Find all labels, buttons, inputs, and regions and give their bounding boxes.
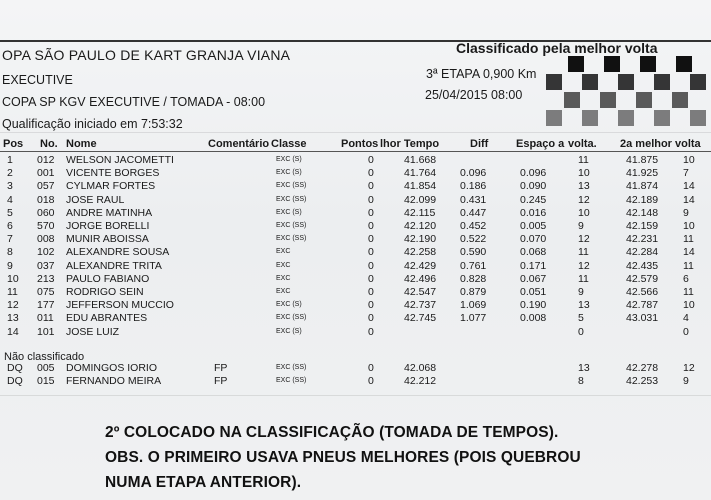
second-best-cell: 42.787 <box>626 299 659 312</box>
table-row <box>0 167 711 180</box>
category-label: EXECUTIVE <box>2 73 73 87</box>
driver-name: JOSE RAUL <box>66 193 125 206</box>
lap-cell: 12 <box>578 259 590 272</box>
pos-cell: 8 <box>7 246 13 259</box>
lap-cell: 8 <box>578 374 584 387</box>
gap-cell: 0.190 <box>520 299 547 312</box>
col-gap: Espaço a <box>516 138 565 150</box>
diff-cell: 0.761 <box>460 259 487 272</box>
driver-name: WELSON JACOMETTI <box>66 154 174 166</box>
lap-cell: 13 <box>578 180 590 193</box>
class-cell: EXC (S) <box>276 169 302 177</box>
table-row <box>0 273 711 286</box>
second-lap-cell: 14 <box>683 246 695 259</box>
table-row <box>0 246 711 259</box>
number-cell: 012 <box>37 154 55 166</box>
second-best-cell: 42.231 <box>626 233 659 246</box>
driver-name: JOSE LUIZ <box>66 325 120 338</box>
best-time-cell: 42.068 <box>404 362 437 374</box>
second-lap-cell: 14 <box>683 180 695 193</box>
col-pos: Pos <box>3 138 24 150</box>
paper-crease <box>0 395 711 396</box>
points-cell: 0 <box>368 193 374 206</box>
driver-name: ALEXANDRE SOUSA <box>66 246 170 259</box>
driver-name: CYLMAR FORTES <box>66 180 156 193</box>
class-cell: EXC (SS) <box>276 376 307 384</box>
comment-cell: FP <box>214 374 228 387</box>
pos-cell: 14 <box>7 325 19 338</box>
table-row <box>0 207 711 220</box>
number-cell: 075 <box>37 286 55 298</box>
diff-cell: 0.186 <box>460 180 487 193</box>
checkered-flag-icon <box>546 56 711 128</box>
class-cell: EXC (S) <box>276 208 302 216</box>
driver-name: DOMINGOS IORIO <box>66 362 158 374</box>
class-cell: EXC <box>276 248 291 256</box>
lap-cell: 0 <box>578 325 584 338</box>
pos-cell: DQ <box>7 374 23 387</box>
lap-cell: 11 <box>578 272 589 285</box>
lap-cell: 10 <box>578 206 590 219</box>
col-best-time: lhor Tempo <box>380 138 440 150</box>
table-row <box>0 312 711 325</box>
paper-crease <box>0 132 711 133</box>
comment-cell: FP <box>214 362 228 374</box>
diff-cell: 0.522 <box>460 233 487 246</box>
lap-cell: 9 <box>578 286 584 298</box>
diff-cell: 0.447 <box>460 206 487 219</box>
gap-cell: 0.068 <box>520 246 547 259</box>
col-points: Pontos <box>341 138 379 150</box>
number-cell: 102 <box>37 246 55 259</box>
points-cell: 0 <box>368 167 374 180</box>
report-title: Classificado pela melhor volta <box>456 40 658 56</box>
number-cell: 037 <box>37 259 55 272</box>
note-line-2: OBS. O PRIMEIRO USAVA PNEUS MELHORES (POIS QUEBROU <box>105 449 581 466</box>
pos-cell: 6 <box>7 220 13 232</box>
second-best-cell: 43.031 <box>626 312 659 325</box>
points-cell: 0 <box>368 272 374 285</box>
gap-cell: 0.051 <box>520 286 547 298</box>
col-lap: volta. <box>568 138 597 150</box>
points-cell: 0 <box>368 299 374 312</box>
second-lap-cell: 0 <box>683 325 689 338</box>
number-cell: 008 <box>37 233 55 246</box>
second-best-cell: 41.875 <box>626 154 659 166</box>
points-cell: 0 <box>368 259 374 272</box>
gap-cell: 0.171 <box>520 259 547 272</box>
table-row <box>0 362 711 375</box>
lap-cell: 10 <box>578 167 590 180</box>
pos-cell: DQ <box>7 362 23 374</box>
points-cell: 0 <box>368 312 374 325</box>
class-cell: EXC (S) <box>276 327 302 335</box>
best-time-cell: 41.854 <box>404 180 437 193</box>
class-cell: EXC <box>276 288 291 295</box>
col-second-lap: volta <box>675 138 701 150</box>
second-lap-cell: 9 <box>683 206 689 219</box>
lap-cell: 13 <box>578 299 590 312</box>
date-info: 25/04/2015 08:00 <box>425 88 523 102</box>
pos-cell: 12 <box>7 299 19 312</box>
second-best-cell: 42.435 <box>626 259 659 272</box>
pos-cell: 7 <box>7 233 13 246</box>
second-lap-cell: 7 <box>683 167 689 180</box>
number-cell: 015 <box>37 374 55 387</box>
second-lap-cell: 11 <box>683 259 694 272</box>
pos-cell: 10 <box>7 272 19 285</box>
table-row <box>0 286 711 299</box>
col-comment: Comentário <box>208 138 270 150</box>
class-cell: EXC (SS) <box>276 222 307 229</box>
number-cell: 060 <box>37 206 55 219</box>
driver-name: VICENTE BORGES <box>66 167 160 180</box>
best-time-cell: 42.745 <box>404 312 437 325</box>
second-best-cell: 42.284 <box>626 246 659 259</box>
gap-cell: 0.067 <box>520 272 547 285</box>
driver-name: MUNIR ABOISSA <box>66 233 149 246</box>
second-best-cell: 41.925 <box>626 167 659 180</box>
class-cell: EXC (SS) <box>276 182 307 190</box>
number-cell: 101 <box>37 325 55 338</box>
diff-cell: 0.590 <box>460 246 487 259</box>
table-row <box>0 154 711 167</box>
second-lap-cell: 12 <box>683 362 695 374</box>
second-best-cell: 42.159 <box>626 220 659 232</box>
points-cell: 0 <box>368 180 374 193</box>
col-class: Classe <box>271 138 307 150</box>
col-second-best: 2a melhor <box>620 138 672 150</box>
second-best-cell: 42.148 <box>626 206 659 219</box>
second-lap-cell: 10 <box>683 299 695 312</box>
number-cell: 011 <box>37 312 54 325</box>
col-no: No. <box>40 138 58 150</box>
table-row <box>0 260 711 273</box>
points-cell: 0 <box>368 286 374 298</box>
driver-name: JEFFERSON MUCCIO <box>66 299 174 312</box>
best-time-cell: 42.258 <box>404 246 437 259</box>
driver-name: JORGE BORELLI <box>66 220 150 232</box>
best-time-cell: 41.668 <box>404 154 437 166</box>
second-lap-cell: 4 <box>683 312 689 325</box>
diff-cell: 1.069 <box>460 299 487 312</box>
second-lap-cell: 6 <box>683 272 689 285</box>
points-cell: 0 <box>368 325 374 338</box>
points-cell: 0 <box>368 206 374 219</box>
points-cell: 0 <box>368 233 374 246</box>
number-cell: 213 <box>37 272 55 285</box>
diff-cell: 0.452 <box>460 220 487 232</box>
lap-cell: 12 <box>578 233 590 246</box>
gap-cell: 0.005 <box>520 220 547 232</box>
second-best-cell: 42.278 <box>626 362 659 374</box>
second-lap-cell: 11 <box>683 233 694 246</box>
diff-cell: 0.879 <box>460 286 487 298</box>
points-cell: 0 <box>368 362 374 374</box>
second-best-cell: 42.579 <box>626 272 659 285</box>
note-line-3: NUMA ETAPA ANTERIOR). <box>105 474 302 491</box>
pos-cell: 2 <box>7 167 13 180</box>
gap-cell: 0.008 <box>520 312 547 325</box>
driver-name: PAULO FABIANO <box>66 272 150 285</box>
second-lap-cell: 10 <box>683 154 695 166</box>
diff-cell: 0.431 <box>460 193 487 206</box>
number-cell: 001 <box>37 167 55 180</box>
points-cell: 0 <box>368 246 374 259</box>
points-cell: 0 <box>368 374 374 387</box>
col-diff: Diff <box>470 138 489 150</box>
number-cell: 177 <box>37 299 55 312</box>
gap-cell: 0.245 <box>520 193 547 206</box>
gap-cell: 0.016 <box>520 206 547 219</box>
best-time-cell: 42.120 <box>404 220 437 232</box>
best-time-cell: 42.099 <box>404 193 437 206</box>
class-cell: EXC <box>276 261 291 269</box>
second-lap-cell: 14 <box>683 193 695 206</box>
table-row <box>0 233 711 246</box>
best-time-cell: 42.429 <box>404 259 437 272</box>
qualifying-start: Qualificação iniciado em 7:53:32 <box>2 117 183 131</box>
number-cell: 570 <box>37 220 55 232</box>
table-row <box>0 326 711 339</box>
class-cell: EXC <box>276 274 291 282</box>
class-cell: EXC (SS) <box>276 235 307 243</box>
second-best-cell: 41.874 <box>626 180 659 193</box>
number-cell: 018 <box>37 193 55 206</box>
lap-cell: 9 <box>578 220 584 232</box>
points-cell: 0 <box>368 220 374 232</box>
pos-cell: 11 <box>7 286 18 298</box>
lap-cell: 12 <box>578 193 590 206</box>
lap-cell: 13 <box>578 362 590 374</box>
second-best-cell: 42.189 <box>626 193 659 206</box>
diff-cell: 0.096 <box>460 167 487 180</box>
pos-cell: 4 <box>7 193 13 206</box>
second-best-cell: 42.253 <box>626 374 659 387</box>
driver-name: RODRIGO SEIN <box>66 286 144 298</box>
table-row <box>0 375 711 388</box>
second-lap-cell: 9 <box>683 374 689 387</box>
event-label: COPA SP KGV EXECUTIVE / TOMADA - 08:00 <box>2 95 266 109</box>
best-time-cell: 41.764 <box>404 167 437 180</box>
diff-cell: 0.828 <box>460 272 487 285</box>
driver-name: FERNANDO MEIRA <box>66 374 162 387</box>
second-lap-cell: 10 <box>683 220 695 232</box>
second-lap-cell: 11 <box>683 286 694 298</box>
stage-info: 3ª ETAPA 0,900 Km <box>426 67 537 81</box>
best-time-cell: 42.496 <box>404 272 437 285</box>
driver-name: ALEXANDRE TRITA <box>66 259 162 272</box>
best-time-cell: 42.115 <box>404 206 436 219</box>
note-line-1: 2º COLOCADO NA CLASSIFICAÇÃO (TOMADA DE TEMPOS). <box>105 424 559 441</box>
gap-cell: 0.096 <box>520 167 547 180</box>
class-cell: EXC (S) <box>276 156 302 163</box>
best-time-cell: 42.737 <box>404 299 437 312</box>
class-cell: EXC (SS) <box>276 364 307 371</box>
number-cell: 057 <box>37 180 55 193</box>
pos-cell: 1 <box>7 154 13 166</box>
lap-cell: 11 <box>578 246 589 259</box>
driver-name: ANDRE MATINHA <box>66 206 153 219</box>
best-time-cell: 42.190 <box>404 233 437 246</box>
second-best-cell: 42.566 <box>626 286 659 298</box>
lap-cell: 5 <box>578 312 584 325</box>
pos-cell: 5 <box>7 206 13 219</box>
diff-cell: 1.077 <box>460 312 487 325</box>
points-cell: 0 <box>368 154 374 166</box>
best-time-cell: 42.547 <box>404 286 437 298</box>
table-row <box>0 180 711 193</box>
table-row <box>0 220 711 233</box>
lap-cell: 11 <box>578 154 589 166</box>
class-cell: EXC (S) <box>276 301 302 309</box>
class-cell: EXC (SS) <box>276 314 307 322</box>
number-cell: 005 <box>37 362 55 374</box>
table-row <box>0 299 711 312</box>
pos-cell: 9 <box>7 259 13 272</box>
not-classified-label: Não classificado <box>4 351 85 363</box>
gap-cell: 0.090 <box>520 180 547 193</box>
pos-cell: 3 <box>7 180 13 193</box>
table-row <box>0 194 711 207</box>
class-cell: EXC (SS) <box>276 195 307 203</box>
driver-name: EDU ABRANTES <box>66 312 148 325</box>
championship-title: OPA SÃO PAULO DE KART GRANJA VIANA <box>2 47 291 63</box>
col-name: Nome <box>66 138 97 150</box>
pos-cell: 13 <box>7 312 19 325</box>
best-time-cell: 42.212 <box>404 374 437 387</box>
column-header-rule <box>0 151 711 152</box>
gap-cell: 0.070 <box>520 233 547 246</box>
